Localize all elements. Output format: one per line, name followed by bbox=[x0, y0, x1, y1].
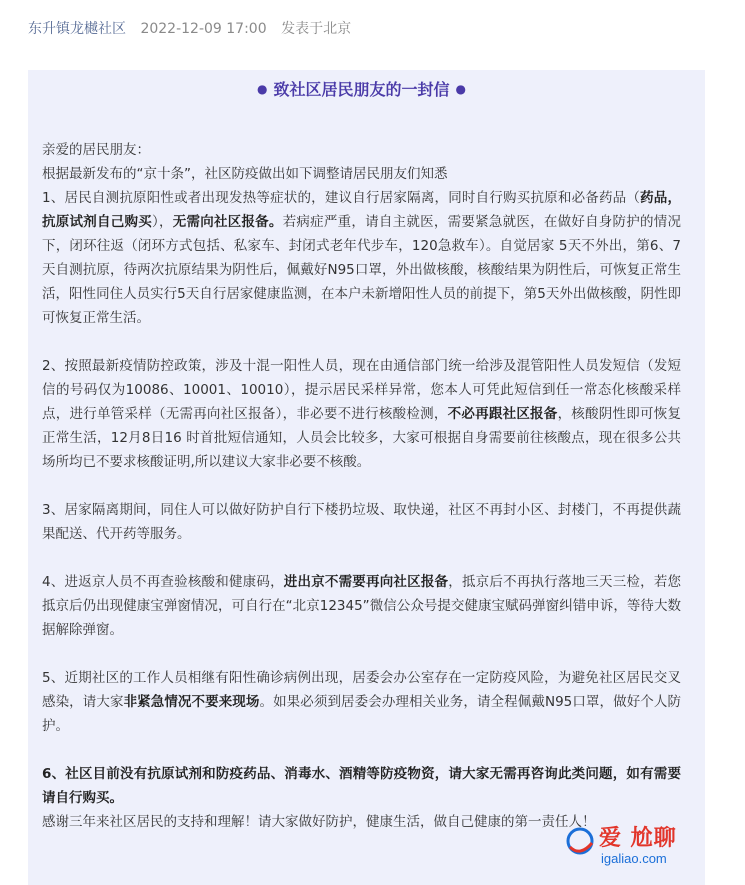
paragraph-2: 2、按照最新疫情防控政策，涉及十混一阳性人员，现在由通信部门统一给涉及混管阳性人员发短信（发短信的号码仅为10086、10001、10010），提示居民采样异常，您本人可凭此短信到任一常态化核酸采样点，进行单管采样（无需再向社区报备），非必要不进行核酸检测，不必再跟社区报备，核酸阴性即可恢复正常生活，12月8日16 时首批短信通知，人员会比较多，大家可根据自身需要前往核酸点，现在很多公共场所均已不要求核酸证明,所以建议大家非必要不核酸。 bbox=[42, 358, 682, 470]
intro-paragraph: 根据最新发布的“京十条”，社区防疫做出如下调整请居民朋友们知悉 bbox=[42, 166, 448, 182]
paragraph-1: 1、居民自测抗原阳性或者出现发热等症状的，建议自行居家隔离，同时自行购买抗原和必备药品（药品，抗原试剂自己购买），无需向社区报备。若病症严重，请自主就医，需要紧急就医，在做好自身防护的情况下，闭环往返（闭环方式包括、私家车、封闭式老年代步车，120急救车）。自觉居家 5天不外出，第6、7天自测抗原，待两次抗原结果为阴性后，佩戴好N95口罩，外出做核酸，核酸结果为阴性后，可恢复正常生活，阳性同住人员实行5天自行居家健康监测，在本户未新增阳性人员的前提下，第5天外出做核酸，阴性即可恢复正常生活。 bbox=[42, 190, 682, 326]
letter-title bbox=[42, 76, 681, 102]
letter-body bbox=[42, 138, 681, 834]
paragraph-5: 5、近期社区的工作人员相继有阳性确诊病例出现，居委会办公室存在一定防疫风险，为避免社区居民交叉感染，请大家非紧急情况不要来现场。如果必须到居委会办理相关业务，请全程佩戴N95口罩，做好个人防护。 bbox=[42, 670, 681, 734]
watermark-logo-icon bbox=[565, 827, 595, 855]
title-dot-right-icon: ● bbox=[455, 82, 466, 96]
publish-location: 发表于北京 bbox=[281, 21, 352, 37]
title-dot-left-icon: ● bbox=[257, 82, 268, 96]
watermark-text: 爱 尬聊 bbox=[599, 826, 677, 851]
letter-card bbox=[28, 70, 705, 885]
account-name-link[interactable]: 东升镇龙樾社区 bbox=[28, 21, 126, 37]
publish-datetime: 2022-12-09 17:00 bbox=[140, 21, 267, 37]
cropped-article-title bbox=[28, 0, 328, 2]
paragraph-4: 4、进返京人员不再查验核酸和健康码，进出京不需要再向社区报备，抵京后不再执行落地三天三检，若您抵京后仍出现健康宝弹窗情况，可自行在“北京12345”微信公众号提交健康宝赋码弹窗纠错申诉，等待大数据解除弹窗。 bbox=[42, 574, 682, 638]
article-meta bbox=[28, 18, 361, 38]
closing-paragraph: 感谢三年来社区居民的支持和理解！请大家做好防护，健康生活，做自己健康的第一责任人！ bbox=[42, 814, 596, 830]
watermark-url: igaliao.com bbox=[601, 851, 667, 866]
paragraph-6: 6、社区目前没有抗原试剂和防疫药品、消毒水、酒精等防疫物资，请大家无需再咨询此类问题，如有需要请自行购买。 bbox=[42, 766, 681, 806]
site-watermark bbox=[565, 821, 735, 871]
paragraph-3: 3、居家隔离期间，同住人可以做好防护自行下楼扔垃圾、取快递，社区不再封小区、封楼门，不再提供蔬果配送、代开药等服务。 bbox=[42, 502, 681, 542]
letter-title-text: 致社区居民朋友的一封信 bbox=[273, 80, 450, 99]
greeting: 亲爱的居民朋友： bbox=[42, 142, 150, 158]
